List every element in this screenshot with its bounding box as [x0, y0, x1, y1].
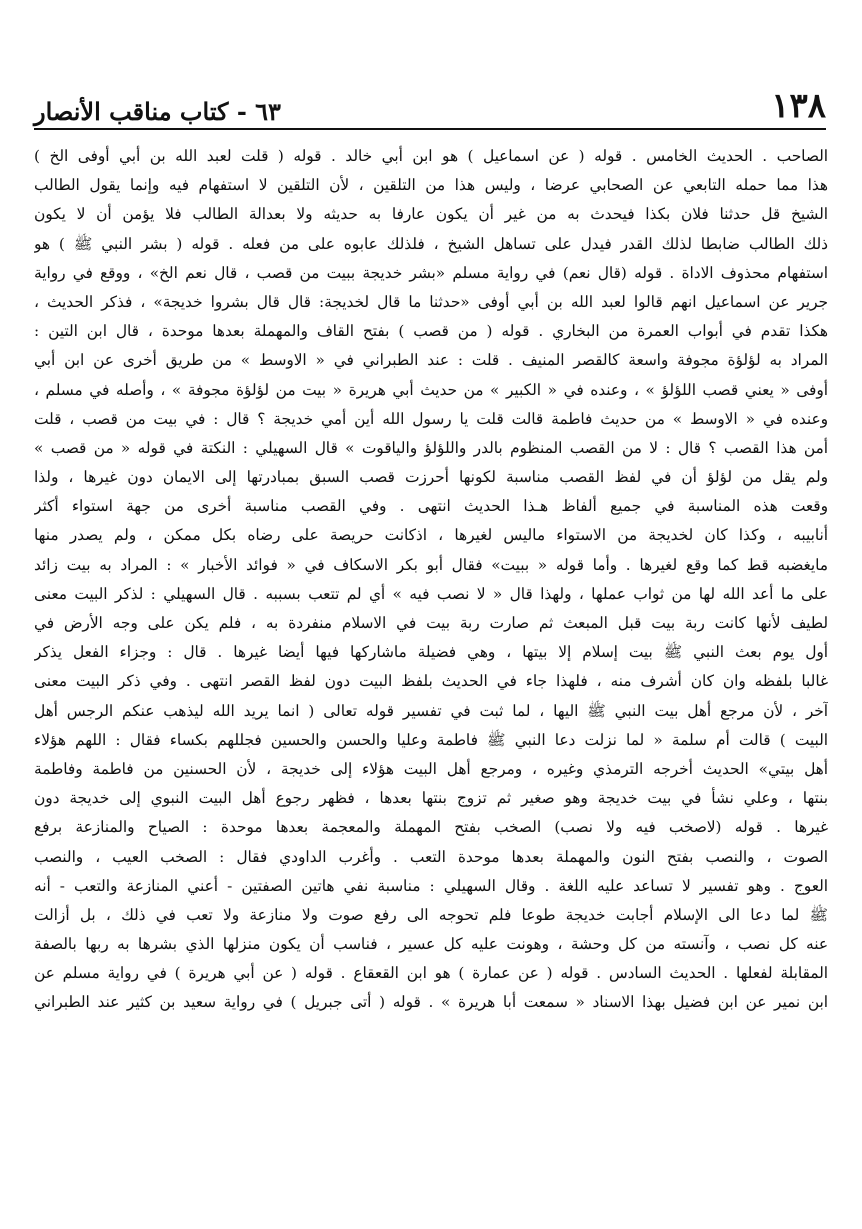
text-line: بنتها ، وعلي نشأ في بيت خديجة وهو صغير ثم تزوج بنتها بعدها ، فظهر رجوع أهل البيت النبوي إلى خديجة دون	[34, 789, 828, 808]
text-line: أمن هذا القصب ؟ قال : لا من القصب المنظوم بالدر واللؤلؤ والياقوت » قال السهيلي : النكتة في قوله « من قصب »	[34, 438, 828, 457]
text-line: أول يوم بعث النبي ﷺ بيت إسلام إلا بيتها ، وهي فضيلة ماشاركها فيها أيضا غيرها . قال : وجزاء الفعل يذكر	[34, 643, 828, 662]
header-rule	[34, 128, 826, 130]
text-line: استفهام محذوف الاداة . قوله (قال نعم) في رواية مسلم «بشر خديجة ببيت من قصب ، قال نعم الخ» ، ووقع في رواية	[34, 263, 828, 282]
running-title: ٦٣ - كتاب مناقب الأنصار	[34, 97, 281, 126]
text-line: هكذا تقدم في أبواب العمرة من البخاري . قوله ( من قصب ) بفتح القاف والمهملة بعدها موحدة ، قال ابن التين :	[34, 322, 828, 341]
page-header	[34, 84, 826, 126]
text-line: المراد به لؤلؤة مجوفة واسعة كالقصر المنيف . قلت : عند الطبراني في « الاوسط » من طريق أخرى عن ابن أبي	[34, 351, 828, 370]
text-line: آخر ، لأن مرجع أهل بيت النبي ﷺ اليها ، لما ثبت في تفسير قوله تعالى ( انما يريد الله ليذهب عنكم الرجس أهل	[34, 701, 828, 720]
text-line: غيرها . قوله (لاصخب فيه ولا نصب) الصخب بفتح المهملة والمعجمة بعدها موحدة : الصياح والمنازعة برفع	[34, 818, 828, 837]
text-line: أوفى « يعني قصب اللؤلؤ » ، وعنده في « الكبير » من حديث أبي هريرة « بيت من لؤلؤة مجوفة » ، وأصله في مسلم ،	[34, 380, 828, 399]
text-line: أهل بيتي» الحديث أخرجه الترمذي وغيره ، ومرجع أهل البيت هؤلاء إلى خديجة ، لأن الحسنين من فاطمة وفاطمة	[34, 759, 828, 778]
text-line: وعنده في « الاوسط » من حديث فاطمة قالت قلت يا رسول الله أين أمي خديجة ؟ قال : في بيت من قصب ، قلت	[34, 409, 828, 428]
text-line: أنابيبه ، وكذا كان لخديجة من الاستواء ماليس لغيرها ، اذكانت حريصة على رضاه بكل ممكن ، ولم يصدر منها	[34, 526, 828, 545]
text-line: ﷺ لما دعا الى الإسلام أجابت خديجة طوعا فلم تحوجه الى رفع صوت ولا منازعة ولا تعب في ذلك ، بل أزالت	[34, 905, 828, 924]
text-line: مايغضبه قط كما وقع لغيرها . وأما قوله « ببيت» فقال أبو بكر الاسكاف في « فوائد الأخبار » : المراد به بيت زائد	[34, 555, 828, 574]
text-line: الصاحب . الحديث الخامس . قوله ( عن اسماعيل ) هو ابن أبي خالد . قوله ( قلت لعبد الله بن أبي أوفى الخ )	[34, 147, 828, 165]
page-number: ١٣٨	[771, 86, 826, 126]
text-line: ذلك الطالب ضابطا لذلك القدر فيدل على تساهل الشيخ ، فلذلك عابوه على من فعله . قوله ( بشر النبي ﷺ ) هو	[34, 234, 828, 253]
text-line: الصوت ، والنصب بفتح النون والمهملة بعدها موحدة التعب . وأغرب الداودي فقال : الصخب العيب ، والنصب	[34, 847, 828, 866]
commentary-text	[34, 142, 828, 1018]
text-line: غالبا بلفظه وان كان أشرف منه ، فلهذا جاء في الحديث بلفظ البيت دون لفظ القصر انتهى . وفي ذكر البيت معنى	[34, 672, 828, 691]
text-line: ولم يقل من لؤلؤ أن في لفظ القصب مناسبة لكونها أحرزت قصب السبق بمبادرتها إلى الايمان دون غيرها ، ولذا	[34, 468, 828, 487]
text-line: لطيف لأنها كانت ربة بيت قبل المبعث ثم صارت ربة بيت في الاسلام منفردة به ، فلم يكن على وجه الأرض في	[34, 614, 828, 632]
text-line: الشيخ قل حدثنا فلان بكذا فيحدث به من غير أن يكون عارفا به حديثه ولا بعدالة الطالب فلا يؤمن أن لا يكون	[34, 205, 828, 224]
text-line: هذا مما حمله التابعي عن الصحابي عرضا ، وليس هذا من التلقين ، لأن التلقين لا استفهام فيه وإنما يقول الطالب	[34, 176, 828, 195]
text-line: عنه كل نصب ، وآنسته من كل وحشة ، وهونت عليه كل عسير ، فناسب أن يكون منزلها الذي بشرها به ربها بالصفة	[34, 935, 828, 954]
text-line: على ما أعد الله لها من ثواب عملها ، ولهذا قال « لا نصب فيه » أي لم تتعب بسببه . قال السهيلي : لذكر البيت معنى	[34, 584, 828, 603]
text-line: جرير عن اسماعيل انهم قالوا لعبد الله بن أبي أوفى «حدثنا ما قال لخديجة: قال قال بشروا خديجة» ، فذكر الحديث ،	[34, 292, 828, 311]
text-line: البيت ) قالت أم سلمة « لما نزلت دعا النبي ﷺ فاطمة وعليا والحسن والحسين فجللهم بكساء فقال : اللهم هؤلاء	[34, 730, 828, 749]
text-line: المقابلة لفعلها . الحديث السادس . قوله ( عن عمارة ) هو ابن القعقاع . قوله ( عن أبي هريرة ) في رواية مسلم عن	[34, 964, 828, 983]
text-line: العوج . وهو تفسير لا تساعد عليه اللغة . وقال السهيلي : مناسبة نفي هاتين الصفتين - أعني المنازعة والتعب - أنه	[34, 876, 828, 895]
text-line: ابن نمير عن ابن فضيل بهذا الاسناد « سمعت أبا هريرة » . قوله ( أتى جبريل ) في رواية سعيد بن كثير عند الطبراني	[34, 993, 828, 1012]
text-line: وقعت هذه المناسبة في جميع ألفاظ هـذا الحديث انتهى . وفي القصب مناسبة أخرى من جهة استواء أكثر	[34, 497, 828, 516]
